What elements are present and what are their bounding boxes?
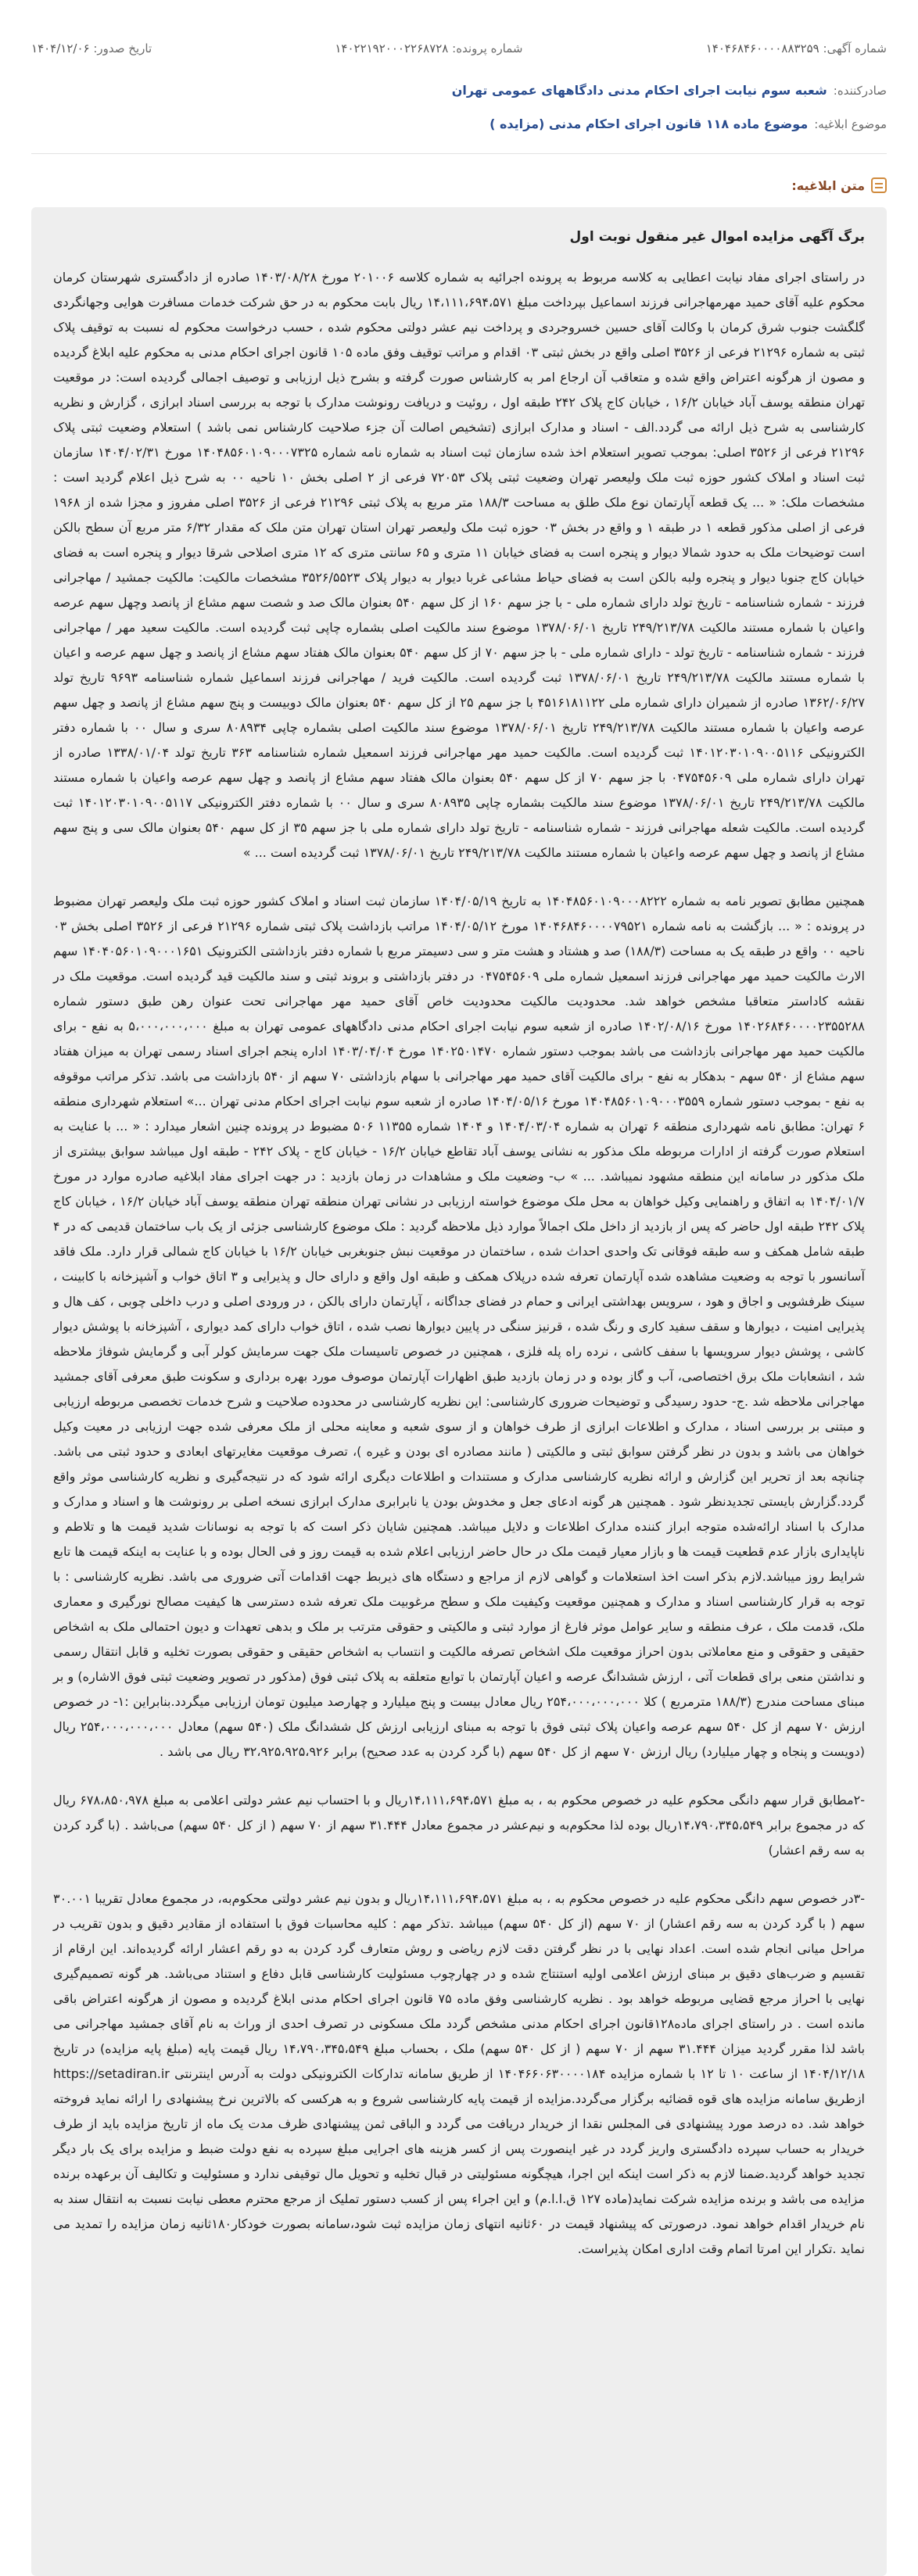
notice-text-heading: متن ابلاغیه: [31,177,887,193]
issuer-value: شعبه سوم نیابت اجرای احکام مدنی دادگاههای عمومی تهران [451,83,827,98]
notice-paragraph: -۲مطابق قرار سهم دانگی محکوم علیه در خصوص محکوم به ، به مبلغ ۱۴،۱۱۱،۶۹۴،۵۷۱ریال و با احتساب نیم عشر دولتی اعلامی به مبلغ ۶۷۸،۸۵۰،۹۷۸ ریال که در مجموع برابر ۱۴،۷۹۰،۳۴۵،۵۴۹ریال بوده لذا محکوم‌به و نیم‌عشر در مجموع معادل ۳۱.۴۴۴ سهم از ۷۰ سهم ( از کل ۵۴۰ سهم) می‌باشد . (با گرد کردن به سه رقم اعشار) [53,1793,866,1858]
header-divider [31,153,887,154]
subject-label: موضوع ابلاغیه: [814,116,887,131]
document-icon [871,177,887,193]
case-number: شماره پرونده: ۱۴۰۲۲۱۹۲۰۰۰۲۲۶۸۷۲۸ [335,41,523,56]
issue-date: تاریخ صدور: ۱۴۰۴/۱۲/۰۶ [31,41,152,56]
subject-value: موضوع ماده ۱۱۸ قانون اجرای احکام مدنی (مزایده ) [489,116,809,131]
issuer-label: صادرکننده: [833,83,887,98]
notice-meta-row [31,0,887,56]
notice-number: شماره آگهی: ۱۴۰۴۶۸۴۶۰۰۰۰۸۸۳۲۵۹ [705,41,887,56]
issuer-row [31,83,887,98]
subject-row [31,116,887,131]
notice-content [31,207,887,2576]
notice-paragraph: در راستای اجرای مفاد نیابت اعطایی به کلاسه مربوط به پرونده اجرائیه به شماره کلاسه ۲۰۱۰۰۶ مورخ ۱۴۰۳/۰۸/۲۸ صادره از دادگستری شهرستان کرمان محکوم علیه آقای حمید مهرمهاجرانی فرزند اسماعیل بپرداخت مبلغ ۱۴،۱۱۱،۶۹۴،۵۷۱ ریال بابت محکوم به در حق شرکت خدمات مسافرت هوایی وجهانگردی گلگشت جنوب شرق کرمان با وکالت آقای حسین خسروجردی و پرداخت نیم عشر دولتی محکوم شده ، حسب درخواست محکوم له نسبت به توقیف پلاک ثبتی به شماره ۲۱۲۹۶ فرعی از ۳۵۲۶ اصلی واقع در بخش ثبتی ۰۳ اقدام و مراتب توقیف وفق ماده ۱۰۵ قانون اجرای احکام مدنی به محکوم علیه ابلاغ گردیده و مصون از هرگونه اعتراض واقع شده و متعاقب آن ارجاع امر به کارشناس صورت گرفته و بشرح ذیل ارزیابی و توصیف اجمالی گردیده است: در موقعیت تهران منطقه یوسف آباد خیابان ۱۶/۲ ، خیابان کاج پلاک ۲۴۲ طبقه اول ، روئیت و دریافت رونوشت مدارک با توجه به بررسی اسناد ابرازی ، گزارش و نظریه کارشناسی به شرح ذیل ارائه می گردد.الف - اسناد و مدارک ابرازی (تشخیص اصالت آن جزء صلاحیت کارشناس نمی باشد ) استعلام وضعیت ثبتی پلاک ۲۱۲۹۶ فرعی از ۳۵۲۶ اصلی: بموجب تصویر استعلام اخذ شده سازمان ثبت اسناد به شماره نامه شماره ۱۴۰۴۸۵۶۰۱۰۹۰۰۰۷۳۲۵ مورخ ۱۴۰۴/۰۲/۳۱ سازمان ثبت اسناد و املاک کشور حوزه ثبت ملک ولیعصر تهران وضعیت ثبتی پلاک ۷۲۰۵۳ فرعی از ۲ اصلی بخش ۱۰ ناحیه ۰۰ به شرح ذیل اعلام گردید است : مشخصات ملک: « ... یک قطعه آپارتمان نوع ملک طلق به مساحت ۱۸۸/۳ متر مربع به پلاک ثبتی ۲۱۲۹۶ فرعی از ۳۵۲۶ اصلی مفروز و مجزا شده از ۱۹۶۸ فرعی از اصلی مذکور قطعه ۱ در طبقه ۱ و واقع در بخش ۰۳ حوزه ثبت ملک ولیعصر تهران استان تهران متن ملک که مقدار ۶/۳۲ متر مربع آن سطح بالکن است توضیحات ملک به حدود شمالا دیوار و پنجره است به فضای خیابان ۱۱ متری و ۶۵ سانتی متری که ۱۲ متری اصلاحی شرقا دیوار و پنجره است به فضای خیابان کاج جنوبا دیوار و پنجره ولبه بالکن است به فضای حیاط مشاعی غربا دیوار به دیوار پلاک ۳۵۲۶/۵۵۲۳ مشخصات مالکیت: مالکیت جمشید / مهاجرانی فرزند - شماره شناسنامه - تاریخ تولد دارای شماره ملی - با جز سهم ۱۶۰ از کل سهم ۵۴۰ بعنوان مالک صد و شصت سهم مشاع از پانصد وچهل سهم عرصه واعیان با شماره مستند مالکیت ۲۴۹/۲۱۳/۷۸ تاریخ ۱۳۷۸/۰۶/۰۱ موضوع سند مالکیت اصلی بشماره چاپی ثبت گردیده است. مالکیت سعید مهر / مهاجرانی فرزند - شماره شناسنامه - تاریخ تولد - دارای شماره ملی - با جز سهم ۷۰ از کل سهم ۵۴۰ بعنوان مالک هفتاد سهم مشاع از پانصد و چهل سهم عرصه و اعیان با شماره مستند مالکیت ۲۴۹/۲۱۳/۷۸ تاریخ ۱۳۷۸/۰۶/۰۱ ثبت گردیده است. مالکیت فرید / مهاجرانی فرزند اسماعیل شماره شناسنامه ۹۶۹۳ تاریخ تولد ۱۳۶۲/۰۶/۲۷ صادره از شمیران دارای شماره ملی ۴۵۱۶۱۸۱۱۲۲ با جز سهم ۲۵ از کل سهم ۵۴۰ بعنوان مالک دوبیست و پنج سهم مشاع از پانصد و چهل سهم عرصه واعیان با شماره مستند مالکیت ۲۴۹/۲۱۳/۷۸ تاریخ ۱۳۷۸/۰۶/۰۱ موضوع سند مالکیت اصلی بشماره چاپی ۸۰۸۹۳۴ سری و سال ۰۰ با شماره دفتر الکترونیکی ۱۴۰۱۲۰۳۰۱۰۹۰۰۵۱۱۶ ثبت گردیده است. مالکیت حمید مهر مهاجرانی فرزند اسمعیل شماره شناسنامه ۳۶۳ تاریخ تولد ۱۳۳۸/۰۱/۰۴ صادره از تهران دارای شماره ملی ۰۴۷۵۴۵۶۰۹ با جز سهم ۷۰ از کل سهم ۵۴۰ بعنوان مالک هفتاد سهم مشاع از پانصد و چهل سهم عرصه واعیان با شماره مستند مالکیت ۲۴۹/۲۱۳/۷۸ تاریخ ۱۳۷۸/۰۶/۰۱ موضوع سند مالکیت بشماره چاپی ۸۰۸۹۳۵ سری و سال ۰۰ با شماره دفتر الکترونیکی ۱۴۰۱۲۰۳۰۱۰۹۰۰۵۱۱۷ ثبت گردیده است. مالکیت شعله مهاجرانی فرزند - شماره شناسنامه - تاریخ تولد دارای شماره ملی با جز سهم ۳۵ از کل سهم ۵۴۰ بعنوان مالک سی و پنج سهم مشاع از پانصد و چهل سهم عرصه واعیان با شماره مستند مالکیت ۲۴۹/۲۱۳/۷۸ تاریخ ۱۳۷۸/۰۶/۰۱ ثبت گردیده است ... » [53,270,866,860]
notice-paragraph: -۳در خصوص سهم دانگی محکوم علیه در خصوص محکوم به ، به مبلغ ۱۴،۱۱۱،۶۹۴،۵۷۱ریال و بدون نیم عشر دولتی محکوم‌به، در مجموع معادل تقریبا ۳۰.۰۰۱ سهم ( با گرد کردن به سه رقم اعشار) از ۷۰ سهم (از کل ۵۴۰ سهم) میباشد .تذکر مهم : کلیه محاسبات فوق با استفاده از مقادیر دقیق و بدون تقریب در مراحل میانی انجام شده است. اعداد نهایی با در نظر گرفتن دقت لازم ریاضی و روش متعارف گرد کردن به دو رقم اعشار ارائه گردیده‌اند. این ارقام از تقسیم و ضرب‌های دقیق بر مبنای ارزش اعلامی اولیه استنتاج شده و در چهارچوب مسئولیت کارشناسی قابل دفاع و استناد می‌باشد. هر گونه تصمیم‌گیری نهایی با احراز مرجع قضایی مربوطه خواهد بود . نظریه کارشناسی وفق ماده ۷۵ قانون اجرای احکام مدنی ابلاغ گردیده و مصون از هرگونه اعتراض باقی مانده است . در راستای اجرای ماده۱۲۸قانون اجرای احکام مدنی مشخص گردد ملک مسکونی در تصرف احدی از وراث به نام آقای جمشید مهاجرانی می باشد لذا مقرر گردید میزان ۳۱.۴۴۴ سهم از ۷۰ سهم ( از کل ۵۴۰ سهم) ملک ، بحساب مبلغ ۱۴،۷۹۰،۳۴۵،۵۴۹ ریال قیمت پایه (مبلغ پایه مزایده) در تاریخ ۱۴۰۴/۱۲/۱۸ از ساعت ۱۰ تا ۱۲ با شماره مزایده ۱۴۰۴۶۶۰۶۳۰۰۰۰۱۸۴ از طریق سامانه تدارکات الکترونیکی دولت به آدرس اینترنتی https://setadiran.ir ازطریق سامانه مزایده های قوه قضائیه برگزار می‌گردد.مزایده از قیمت پایه کارشناسی شروع و به هرکسی که بالاترین نرخ پیشنهادی را ارائه نماید فروخته خواهد شد. ده درصد مورد پیشنهادی فی المجلس نقدا از خریدار دریافت می گردد و الباقی ثمن پیشنهادی ظرف مدت یک ماه از تاریخ مزایده باید از طرف خریدار به حساب سپرده دادگستری واریز گردد در غیر اینصورت پس از کسر هزینه های اجرایی مبلغ سپرده به نفع دولت ضبط و مزایده برای یک بار دیگر تجدید خواهد گردید.ضمنا لازم به ذکر است اینکه این اجرا، هیچگونه مسئولیتی در قبال تخلیه و تحویل مال توقیفی ندارد و مسئولیت و تکالیف آن برعهده برنده مزایده می باشد و برنده مزایده شرکت نماید(ماده ۱۲۷ ق.ا.ا.م) و این اجراء پس از کسب دستور تملیک از مرجع محترم معطی نیابت نسبت به انتقال سند به نام خریدار اقدام خواهد نمود. درصورتی که پیشنهاد قیمت در ۶۰ثانیه انتهای زمان مزایده ثبت شود،سامانه بصورت خودکار۱۸۰ثانیه زمان مزایده را تمدید می نماید .تکرار این امرتا اتمام وقت اداری امکان پذیراست. [53,1891,866,2256]
notice-title: برگ آگهی مزایده اموال غیر منقول نوبت اول [569,229,865,245]
notice-paragraph: همچنین مطابق تصویر نامه به شماره ۱۴۰۴۸۵۶۰۱۰۹۰۰۰۸۲۲۲ به تاریخ ۱۴۰۴/۰۵/۱۹ سازمان ثبت اسناد و املاک کشور حوزه ثبت ملک ولیعصر تهران مضبوط در پرونده : « ... بازگشت به نامه شماره ۱۴۰۴۶۸۴۶۰۰۰۰۷۹۵۲۱ مورخ ۱۴۰۴/۰۵/۱۲ مراتب بازداشت پلاک ثبتی شماره ۲۱۲۹۶ فرعی از ۳۵۲۶ اصلی بخش ۰۳ ناحیه ۰۰ واقع در طبقه یک به مساحت (۱۸۸/۳) صد و هشتاد و هشت متر و سی دسیمتر مربع با شماره دفتر بازداشتی الکترونیک ۱۴۰۴۰۵۶۰۱۰۹۰۰۰۱۶۵۱ سهم الارث مالکیت حمید مهر مهاجرانی فرزند اسمعیل شماره ملی ۰۴۷۵۴۵۶۰۹ در دفتر بازداشتی و بروند ثبتی و سند مالکیت قید گردیده است. موقعیت ملک در نقشه کاداستر متعاقبا مشخص خواهد شد. محدودیت مالکیت محدودیت خاص آقای حمید مهر مهاجرانی تحت عنوان رهن طبق دستور شماره ۱۴۰۲۶۸۴۶۰۰۰۰۲۳۵۵۲۸۸ مورخ ۱۴۰۲/۰۸/۱۶ صادره از شعبه سوم نیابت اجرای احکام مدنی دادگاههای عمومی تهران به مبلغ ۵،۰۰۰،۰۰۰،۰۰۰ به نفع - برای مالکیت حمید مهر مهاجرانی بازداشت می باشد بموجب دستور شماره ۱۴۰۲۵۰۱۴۷۰ مورخ ۱۴۰۳/۰۴/۰۴ اداره پنجم اجرای اسناد رسمی تهران به میزان هفتاد سهم مشاع از ۵۴۰ سهم - بدهکار به نفع - برای مالکیت آقای حمید مهر مهاجرانی با سهام بازداشتی ۷۰ سهم از ۵۴۰ بازداشت می باشد. تذکر مراتب موقوفه به نفع - بموجب دستور شماره ۱۴۰۴۸۵۶۰۱۰۹۰۰۰۳۵۵۹ مورخ ۱۴۰۴/۰۵/۱۶ صادره از شعبه سوم نیابت اجرای احکام مدنی تهران ...» استعلام شهرداری منطقه ۶ تهران: مطابق نامه شهرداری منطقه ۶ تهران به شماره ۱۴۰۴/۰۳/۰۴ و ۱۴۰۴ شماره ۱۱۳۵۵ ۵۰۶ مضبوط در پرونده چنین اشعار میدارد : « ... با عنایت به استعلام صورت گرفته از ادارات مربوطه ملک مذکور به نشانی یوسف آباد تقاطع خیابان ۱۶/۲ - خیابان کاج - پلاک ۲۴۲ - طبقه اول میباشد سوابق بیشتری از ملک مذکور در سامانه این منطقه مشهود نمیباشد. ... » ب- وضعیت ملک و مشاهدات در زمان بازدید : در جهت اجرای مفاد ابلاغیه صادره موارد در مورخ ۱۴۰۴/۰۱/۷ به اتفاق و راهنمایی وکیل خواهان به محل ملک موضوع خواسته ارزیابی در نشانی تهران منطقه تهران منطقه یوسف آباد خیابان ۱۶/۲ ، خیابان کاج پلاک ۲۴۲ طبقه اول حاضر که پس از بازدید از داخل ملک اجمالاً موارد ذیل ملاحظه گردید : ملک موضوع کارشناسی جزئی از یک باب ساختمان قدیمی که در ۴ طبقه شامل همکف و سه طبقه فوقانی تک واحدی احداث شده ، ساختمان در موقعیت نبش جنوبغربی خیابان ۱۶/۲ با خیابان کاج شمالی قرار دارد. ملک فاقد آسانسور با توجه به وضعیت مشاهده شده آپارتمان تعرفه شده درپلاک همکف و طبقه اول واقع و دارای حال و پذیرایی و ۳ اتاق خواب و آشپزخانه با کابینت ، سینک ظرفشویی و اجاق و هود ، سرویس بهداشتی ایرانی و حمام در فضای جداگانه ، آپارتمان دارای بالکن ، در ورودی اصلی و درب داخلی چوبی ، کف هال و پذیرایی امنیت ، دیوارها و سقف سفید کاری و رنگ شده ، قرنیز سنگی در پایین دیوارها نصب شده ، اتاق خواب دارای کمد دیواری ، آشپزخانه با پوشش دیوار کاشی ، پوشش دیوار سرویسها با سفف کاشی ، نرده راه پله فلزی ، همچنین در خصوص تاسیسات ملک جهت سرمایش کولر آبی و گرمایش شوفاژ ملاحظه شد ، انشعابات ملک برق اختصاصی، آب و گاز بوده و در زمان بازدید طبق اظهارات آپارتمان موصوف مورد بهره برداری و سکونت طبق معرفی آقای جمشید مهاجرانی ملاحظه شد .ج- حدود رسیدگی و توضیحات ضروری کارشناسی: این نظریه کارشناسی در محدوده صلاحیت و شرح خدمات تخصصی مربوطه ارزیابی و مبتنی بر بررسی اسناد ، مدارک و اطلاعات ابرازی از طرف خواهان و از سوی شعبه و معاینه محلی از ملک معرفی شده جهت ارزیابی در معیت وکیل خواهان می باشد و بدون در نظر گرفتن سوابق ثبتی و مالکیتی ( مانند مصادره ای بودن و غیره )، تصرف موقعیت مغایرتهای ابعادی و حدود ثبتی می باشد. چنانچه بعد از تحریر این گزارش و ارائه نظریه کارشناسی مدارک و مستندات و اطلاعات دیگری ارائه شود که در نتیجه‌گیری و نظریه کارشناسی موثر واقع گردد.گزارش بایستی تجدیدنظر شود . همچنین هر گونه ادعای جعل و مخدوش بودن یا نابرابری مدارک ابرازی نسخه اصلی بر رونوشت ها و اسناد و مدارک و مدارک با اسناد ارائه‌شده متوجه ابراز کننده مدارک اطلاعات و دلایل میباشد. همچنین شایان ذکر است که با توجه به نوسانات شدید قیمت ها و تلاطم و ناپایداری بازار عدم قطعیت قیمت ها و بازار معیار قیمت ملک در حال حاضر ارزیابی اعلام شده به قیمت روز و فی الحال بوده و با عنایت به اینکه قیمت ها تابع شرایط روز میباشد.لازم بذکر است اخذ استعلامات و گواهی لازم از مراجع و دستگاه های ذیربط جهت اقدامات آتی ضروری می باشد. نظریه کارشناسی : با توجه به قرار کارشناسی اسناد و مدارک و همچنین موقعیت وکیفیت ملک و سطح مرغوبیت ملک تعرفه شده دسترسی ها کیفیت مصالح نورگیری و معماری ملک، قدمت ملک ، عرف منطقه و سایر عوامل موثر فارغ از موارد ثبتی و مالکیتی و حقوقی مترتب بر ملک و بدهی تعهدات و دیون احتمالی ملک به اشخاص حقیقی و حقوقی و منع معاملاتی بدون احراز موقعیت ملک اشخاص تصرفه مالکیت و انتساب به اشخاص حقیقی و حقوقی بصورت تخلیه و قابل انتقال رسمی و نداشتن منعی برای قطعات آتی ، ارزش ششدانگ عرصه و اعیان آپارتمان با توابع متعلقه به پلاک ثبتی فوق (مذکور در تصویر وضعیت ثبتی فوق الاشاره) و بر مبنای مساحت مندرج (۱۸۸/۳ مترمربع ) کلا ۲۵۴،۰۰۰،۰۰۰،۰۰۰ ریال معادل بیست و پنج میلیارد و چهارصد میلیون تومان ارزیابی میگردد.بنابراین :۱- در خصوص ارزش ۷۰ سهم از کل ۵۴۰ سهم عرصه واعیان پلاک ثبتی فوق با توجه به مبنای ارزیابی ارزش کل ششدانگ ملک (۵۴۰ سهم) معادل ۲۵۴،۰۰۰،۰۰۰،۰۰۰ ریال (دویست و پنجاه و چهار میلیارد) ریال ارزش ۷۰ سهم از کل ۵۴۰ سهم (با گرد کردن به عدد صحیح) برابر ۳۲،۹۲۵،۹۲۵،۹۲۶ ریال می باشد . [53,894,866,1759]
